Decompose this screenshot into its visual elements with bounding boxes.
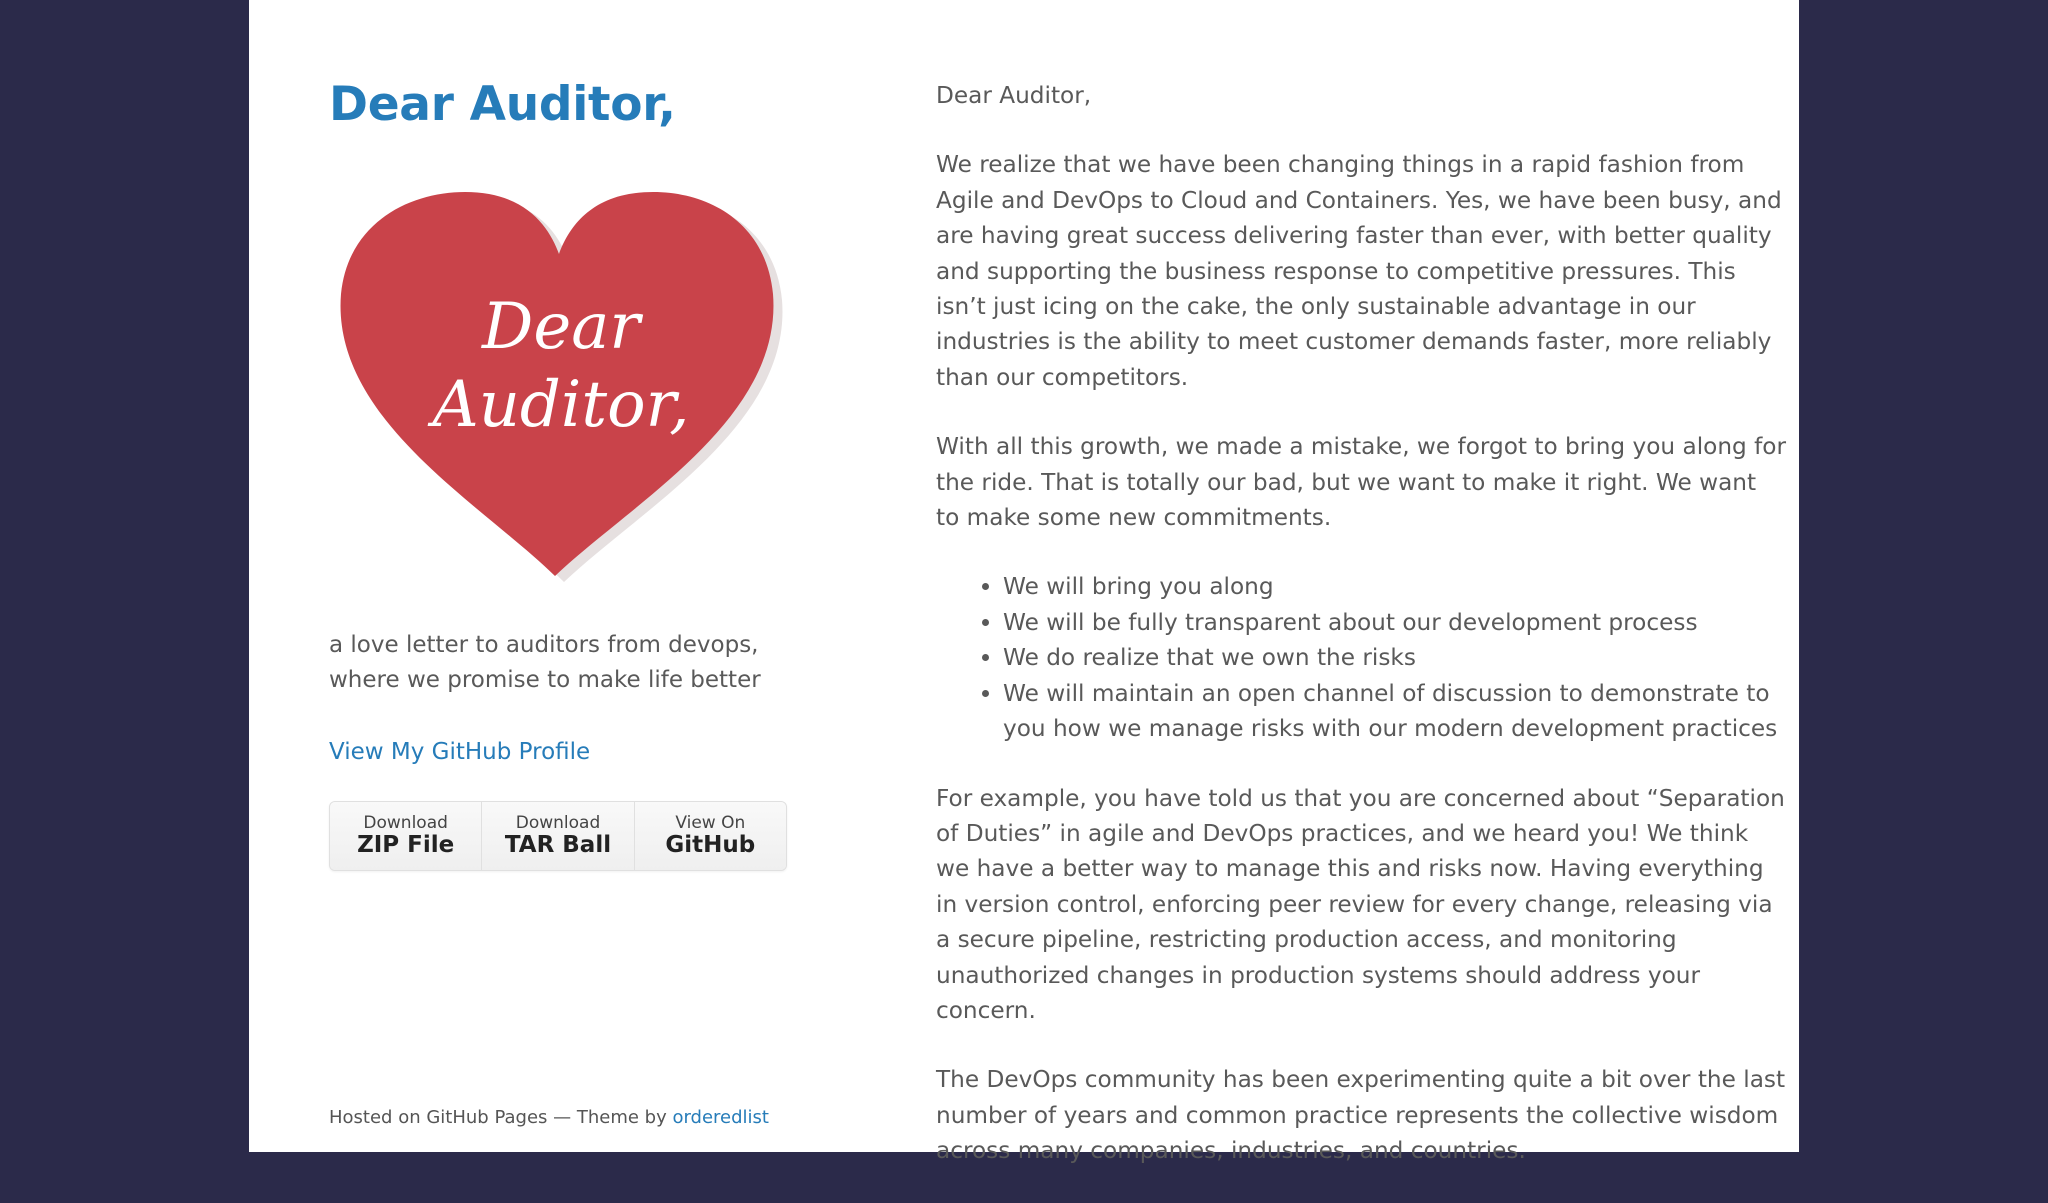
list-item: • We will maintain an open channel of discussion to demonstrate to you how we manage risks with our modern development practices xyxy=(1003,676,1786,747)
view-on-github-button[interactable] xyxy=(635,802,786,870)
download-buttons xyxy=(329,801,787,871)
page-title: Dear Auditor, xyxy=(329,77,676,132)
view-github-small-label: View On xyxy=(675,813,746,833)
commitments-list xyxy=(936,569,1786,746)
tagline xyxy=(329,628,809,698)
letter-greeting: Dear Auditor, xyxy=(936,82,1092,109)
heart-logo xyxy=(329,182,809,592)
theme-author-link[interactable]: orderedlist xyxy=(672,1107,769,1128)
heart-icon xyxy=(329,182,809,592)
list-item: • We will bring you along xyxy=(1003,569,1786,604)
footer xyxy=(329,1106,769,1130)
heart-text-line2: Auditor, xyxy=(432,368,690,442)
page-container xyxy=(249,0,1799,1165)
list-item: • We do realize that we own the risks xyxy=(1003,640,1786,675)
letter-paragraph-1: We realize that we have been changing things in a rapid fashion from Agile and DevOps to Cloud and Containers. Yes, we have been busy, and are having great success delivering faster than ever, with better quality and supporting the business response to competitive pressures. This isn’t just icing on the cake, the only sustainable advantage in our industries is the ability to meet customer demands faster, more reliably than our competitors. xyxy=(936,151,1782,391)
github-profile-link[interactable]: View My GitHub Profile xyxy=(329,739,591,765)
heart-text-line1: Dear xyxy=(482,290,640,364)
download-zip-big-label: ZIP File xyxy=(357,832,455,858)
download-zip-button[interactable] xyxy=(330,802,482,870)
list-item: • We will be fully transparent about our development process xyxy=(1003,605,1786,640)
tagline-line2: where we promise to make life better xyxy=(329,667,761,693)
letter-paragraph-2: With all this growth, we made a mistake, we forgot to bring you along for the ride. That is totally our bad, but we want to make it right. We want to make some new commitments. xyxy=(936,433,1786,532)
download-zip-small-label: Download xyxy=(363,813,448,833)
footer-text: Hosted on GitHub Pages — Theme by xyxy=(329,1107,673,1128)
download-tar-small-label: Download xyxy=(515,813,601,833)
letter-paragraph-4: The DevOps community has been experimenting quite a bit over the last number of years and common practice represents the collective wisdom across many companies, industries, and countries. xyxy=(936,1066,1786,1165)
letter-paragraph-3: For example, you have told us that you are concerned about “Separation of Duties” in agile and DevOps practices, and we heard you! We think we have a better way to manage this and risks now. Having everything in version control, enforcing peer review for every change, releasing via a secure pipeline, restricting production access, and monitoring unauthorized changes in production systems should address your concern. xyxy=(936,784,1785,1024)
letter-content xyxy=(936,78,1786,1203)
tagline-line1: a love letter to auditors from devops, xyxy=(329,632,759,658)
download-tar-button[interactable] xyxy=(482,802,634,870)
download-tar-big-label: TAR Ball xyxy=(504,832,612,858)
sidebar xyxy=(329,72,809,1128)
view-github-big-label: GitHub xyxy=(665,832,756,858)
